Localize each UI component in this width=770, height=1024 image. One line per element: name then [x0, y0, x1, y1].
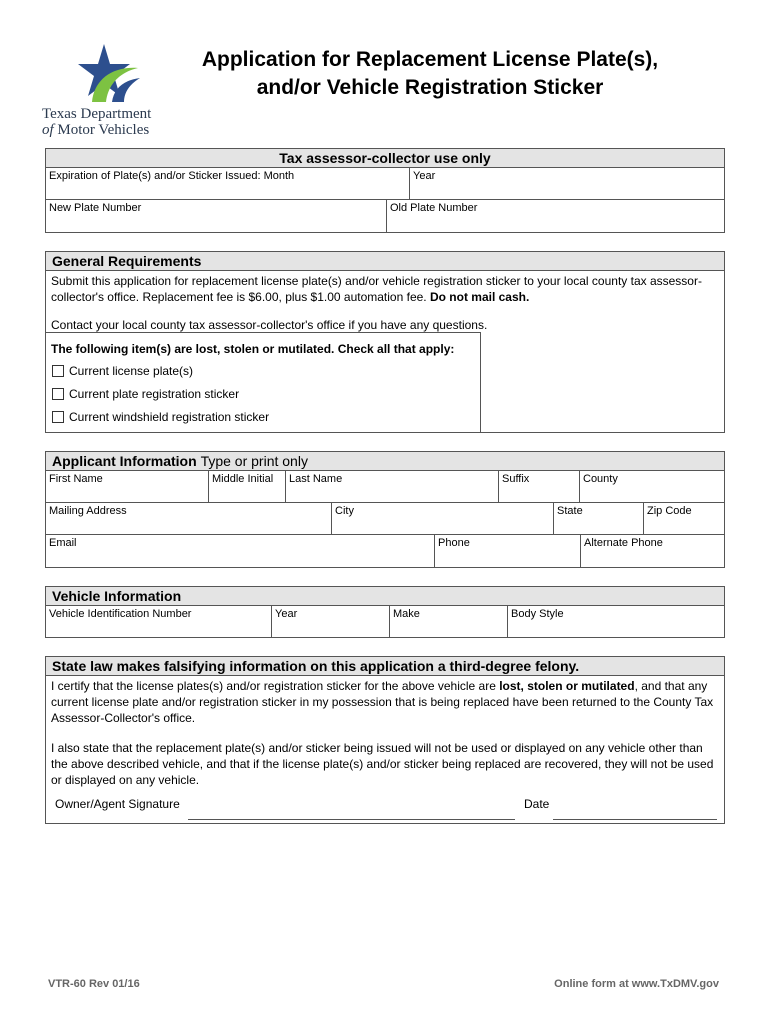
phone-field[interactable]: Phone	[435, 535, 581, 567]
county-field[interactable]: County	[583, 473, 618, 485]
middle-initial-field[interactable]: Middle Initial	[209, 471, 286, 502]
form-title: Application for Replacement License Plate(s), and/or Vehicle Registration Sticker	[201, 48, 659, 99]
body-style-field[interactable]: Body Style	[511, 608, 564, 620]
vehicle-year-field[interactable]: Year	[272, 606, 390, 638]
vin-field[interactable]: Vehicle Identification Number	[46, 606, 272, 638]
alternate-phone-field[interactable]: Alternate Phone	[584, 537, 663, 549]
city-field[interactable]: City	[332, 503, 554, 534]
expiration-year-field[interactable]: Year	[413, 170, 436, 182]
checkbox[interactable]	[52, 365, 64, 377]
expiration-month-field[interactable]: Expiration of Plate(s) and/or Sticker Issued: Month	[46, 168, 410, 199]
general-requirements-section	[45, 251, 725, 433]
check-license-plates[interactable]: Current license plate(s)	[46, 359, 480, 382]
suffix-field[interactable]: Suffix	[499, 471, 580, 502]
mailing-address-field[interactable]: Mailing Address	[46, 503, 332, 534]
date-label: Date	[524, 797, 550, 811]
make-field[interactable]: Make	[390, 606, 508, 638]
tax-assessor-header: Tax assessor-collector use only	[46, 149, 724, 168]
usage-statement-text: I also state that the replacement plate(s) and/or sticker being issued will not be used or displayed on any vehicle other than the above described vehicle, and that if the license plate(s) and/or sticker being replaced are recovered, they will not be used or displayed on any vehicle.	[51, 741, 714, 787]
check-plate-sticker[interactable]: Current plate registration sticker	[46, 382, 480, 405]
tax-assessor-section	[45, 148, 725, 233]
agency-name: Texas Department of Motor Vehicles	[42, 106, 152, 138]
old-plate-number-field[interactable]: Old Plate Number	[390, 202, 478, 214]
vehicle-information-section	[45, 586, 725, 638]
applicant-information-section	[45, 451, 725, 568]
general-requirements-header: General Requirements	[46, 252, 724, 271]
txdmv-logo	[42, 44, 182, 140]
contact-text: Contact your local county tax assessor-collector's office if you have any questions.	[51, 318, 488, 332]
signature-label: Owner/Agent Signature	[55, 797, 180, 811]
vehicle-information-header: Vehicle Information	[46, 587, 724, 606]
state-field[interactable]: State	[554, 503, 644, 534]
check-windshield-sticker[interactable]: Current windshield registration sticker	[46, 405, 480, 428]
checkbox[interactable]	[52, 411, 64, 423]
certification-text: I certify that the license plates(s) and/or registration sticker for the above vehicle are lost, stolen or mutilated, and that any current license plate and/or registration sticker in my possession that is being replaced have been returned to the County Tax Assessor-Collector's office.	[51, 679, 714, 725]
date-line[interactable]	[553, 819, 717, 820]
new-plate-number-field[interactable]: New Plate Number	[46, 200, 387, 232]
form-id: VTR-60 Rev 01/16	[48, 978, 140, 990]
zip-code-field[interactable]: Zip Code	[647, 505, 692, 517]
checkbox[interactable]	[52, 388, 64, 400]
felony-warning-header: State law makes falsifying information on this application a third-degree felony.	[46, 657, 724, 676]
texas-star-logo-icon	[78, 44, 142, 106]
lost-items-checklist	[46, 332, 481, 433]
signature-row	[46, 795, 724, 825]
last-name-field[interactable]: Last Name	[286, 471, 499, 502]
signature-line[interactable]	[188, 819, 515, 820]
email-field[interactable]: Email	[46, 535, 435, 567]
checklist-lead: The following item(s) are lost, stolen or mutilated. Check all that apply:	[51, 342, 455, 356]
online-form-link[interactable]: Online form at www.TxDMV.gov	[554, 978, 719, 990]
certification-section	[45, 656, 725, 824]
applicant-information-header: Applicant Information Type or print only	[46, 452, 724, 471]
general-requirements-text: Submit this application for replacement license plate(s) and/or vehicle registration sticker to your local county tax assessor-collector's office. Replacement fee is $6.00, plus $1.00 automation fee. Do not mail cash.	[51, 274, 702, 304]
first-name-field[interactable]: First Name	[46, 471, 209, 502]
